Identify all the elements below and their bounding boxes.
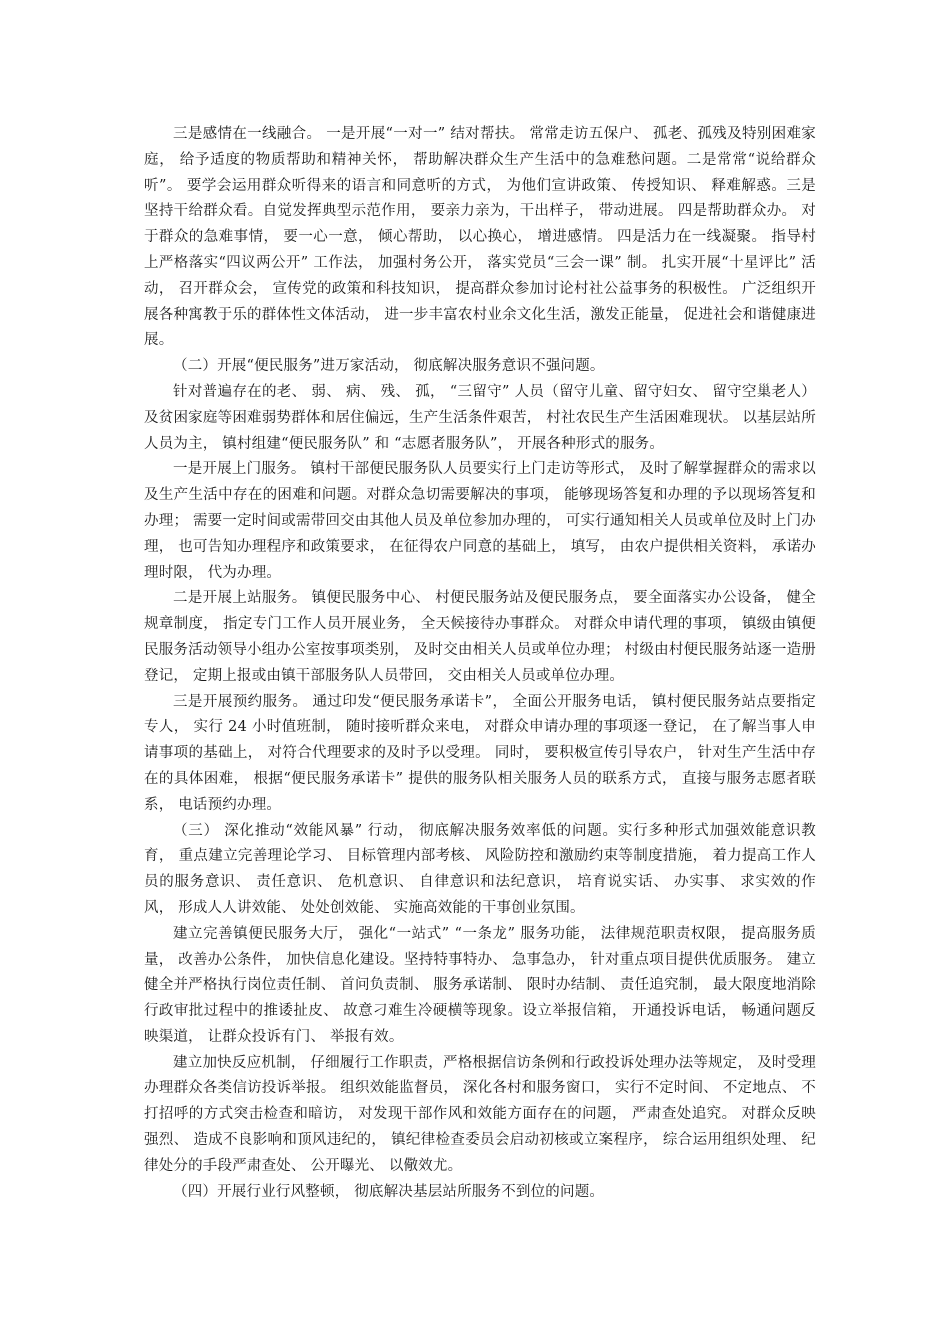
paragraph-response-mechanism: 建立加快反应机制， 仔细履行工作职责，严格根据信访条例和行政投诉处理办法等规定， 及时受理办理群众各类信访投诉举报。 组织效能监督员， 深化各村和服务窗口， 实行不定时间、 不定地点、 不打招呼的方式突击检查和暗访， 对发现干部作风和效能方面存在的问题， 严肃查处追究。 对群众反映强烈、 造成不良影响和顶风违纪的， 镇纪律检查委员会启动初核或立案程序， 综合运用组织处理、 纪律处分的手段严肃查处、 公开曝光、 以儆效尤。: [144, 1054, 816, 1174]
paragraph-door-service: 一是开展上门服务。 镇村干部便民服务队人员要实行上门走访等形式， 及时了解掌握群众的需求以及生产生活中存在的困难和问题。对群众急切需要解决的事项， 能够现场答复和办理的予以现场答复和办理； 需要一定时间或需带回交由其他人员及单位参加办理的， 可实行通知相关人员或单位及时上门办理， 也可告知办理程序和政策要求， 在征得农户同意的基础上， 填写， 由农户提供相关资料， 承诺办理时限， 代为办理。: [144, 461, 816, 581]
section-heading-2: （二）开展“便民服务”进万家活动， 彻底解决服务意识不强问题。: [173, 358, 605, 375]
paragraph-station-service: 二是开展上站服务。 镇便民服务中心、 村便民服务站及便民服务点， 要全面落实办公设备， 健全规章制度， 指定专门工作人员开展业务， 全天候接待办事群众。 对群众申请代理的事项， 镇级由镇便民服务活动领导小组办公室按事项类别， 及时交由相关人员或单位办理； 村级由村便民服务站逐一造册登记， 定期上报或由镇干部服务队人员带回， 交由相关人员或单位办理。: [144, 590, 816, 684]
paragraph-service-hall: 建立完善镇便民服务大厅， 强化“一站式” “一条龙” 服务功能， 法律规范职责权限， 提高服务质量， 改善办公条件， 加快信息化建设。坚持特事特办、 急事急办， 针对重点项目提供优质服务。 建立健全并严格执行岗位责任制、 首问负责制、 服务承诺制、 限时办结制、 责任追究制， 最大限度地消除行政审批过程中的推诿扯皮、 故意刁难生冷硬横等现象。设立举报信箱， 开通投诉电话， 畅通问题反映渠道， 让群众投诉有门、 举报有效。: [144, 925, 816, 1045]
section-heading-3-paragraph: （三） 深化推动“效能风暴” 行动， 彻底解决服务效率低的问题。实行多种形式加强效能意识教育， 重点建立完善理论学习、 目标管理内部考核、 风险防控和激励约束等制度措施， 着力提高工作人员的服务意识、 责任意识、 危机意识、 自律意识和法纪意识， 培育说实话、 办实事、 求实效的作风， 形成人人讲效能、 处处创效能、 实施高效能的干事创业氛围。: [144, 822, 816, 916]
document-body: [144, 122, 816, 1205]
paragraph-target-groups: 针对普遍存在的老、 弱、 病、 残、 孤， “三留守” 人员（留守儿童、留守妇女、 留守空巢老人） 及贫困家庭等困难弱势群体和居住偏远，生产生活条件艰苦， 村社农民生产生活困难现状。 以基层站所人员为主， 镇村组建“便民服务队” 和 “志愿者服务队”， 开展各种形式的服务。: [144, 383, 816, 452]
paragraph-appointment-service: 三是开展预约服务。 通过印发“便民服务承诺卡”， 全面公开服务电话， 镇村便民服务站点要指定专人， 实行 24 小时值班制， 随时接听群众来电， 对群众申请办理的事项逐一登记， 在了解当事人申请事项的基础上， 对符合代理要求的及时予以受理。 同时， 要积极宣传引导农户， 针对生产生活中存在的具体困难， 根据“便民服务承诺卡” 提供的服务队相关服务人员的联系方式， 直接与服务志愿者联系， 电话预约办理。: [144, 693, 816, 813]
paragraph-emotion-integration: 三是感情在一线融合。 一是开展“一对一” 结对帮扶。 常常走访五保户、 孤老、孤残及特别困难家庭， 给予适度的物质帮助和精神关怀， 帮助解决群众生产生活中的急难愁问题。二是常常“说给群众听”。 要学会运用群众听得来的语言和同意听的方式， 为他们宣讲政策、 传授知识、 释难解惑。三是坚持干给群众看。自觉发挥典型示范作用， 要亲力亲为，干出样子， 带动进展。 四是帮助群众办。 对于群众的急难事情， 要一心一意， 倾心帮助， 以心换心， 增进感情。 四是活力在一线凝聚。 指导村上严格落实“四议两公开” 工作法， 加强村务公开， 落实党员“三会一课” 制。 扎实开展“十星评比” 活动， 召开群众会， 宣传党的政策和科技知识， 提高群众参加讨论村社公益事务的积极性。 广泛组织开展各种寓教于乐的群体性文体活动， 进一步丰富农村业余文化生活，激发正能量， 促进社会和谐健康进展。: [144, 126, 816, 349]
section-heading-4: （四）开展行业行风整顿， 彻底解决基层站所服务不到位的问题。: [173, 1183, 605, 1200]
